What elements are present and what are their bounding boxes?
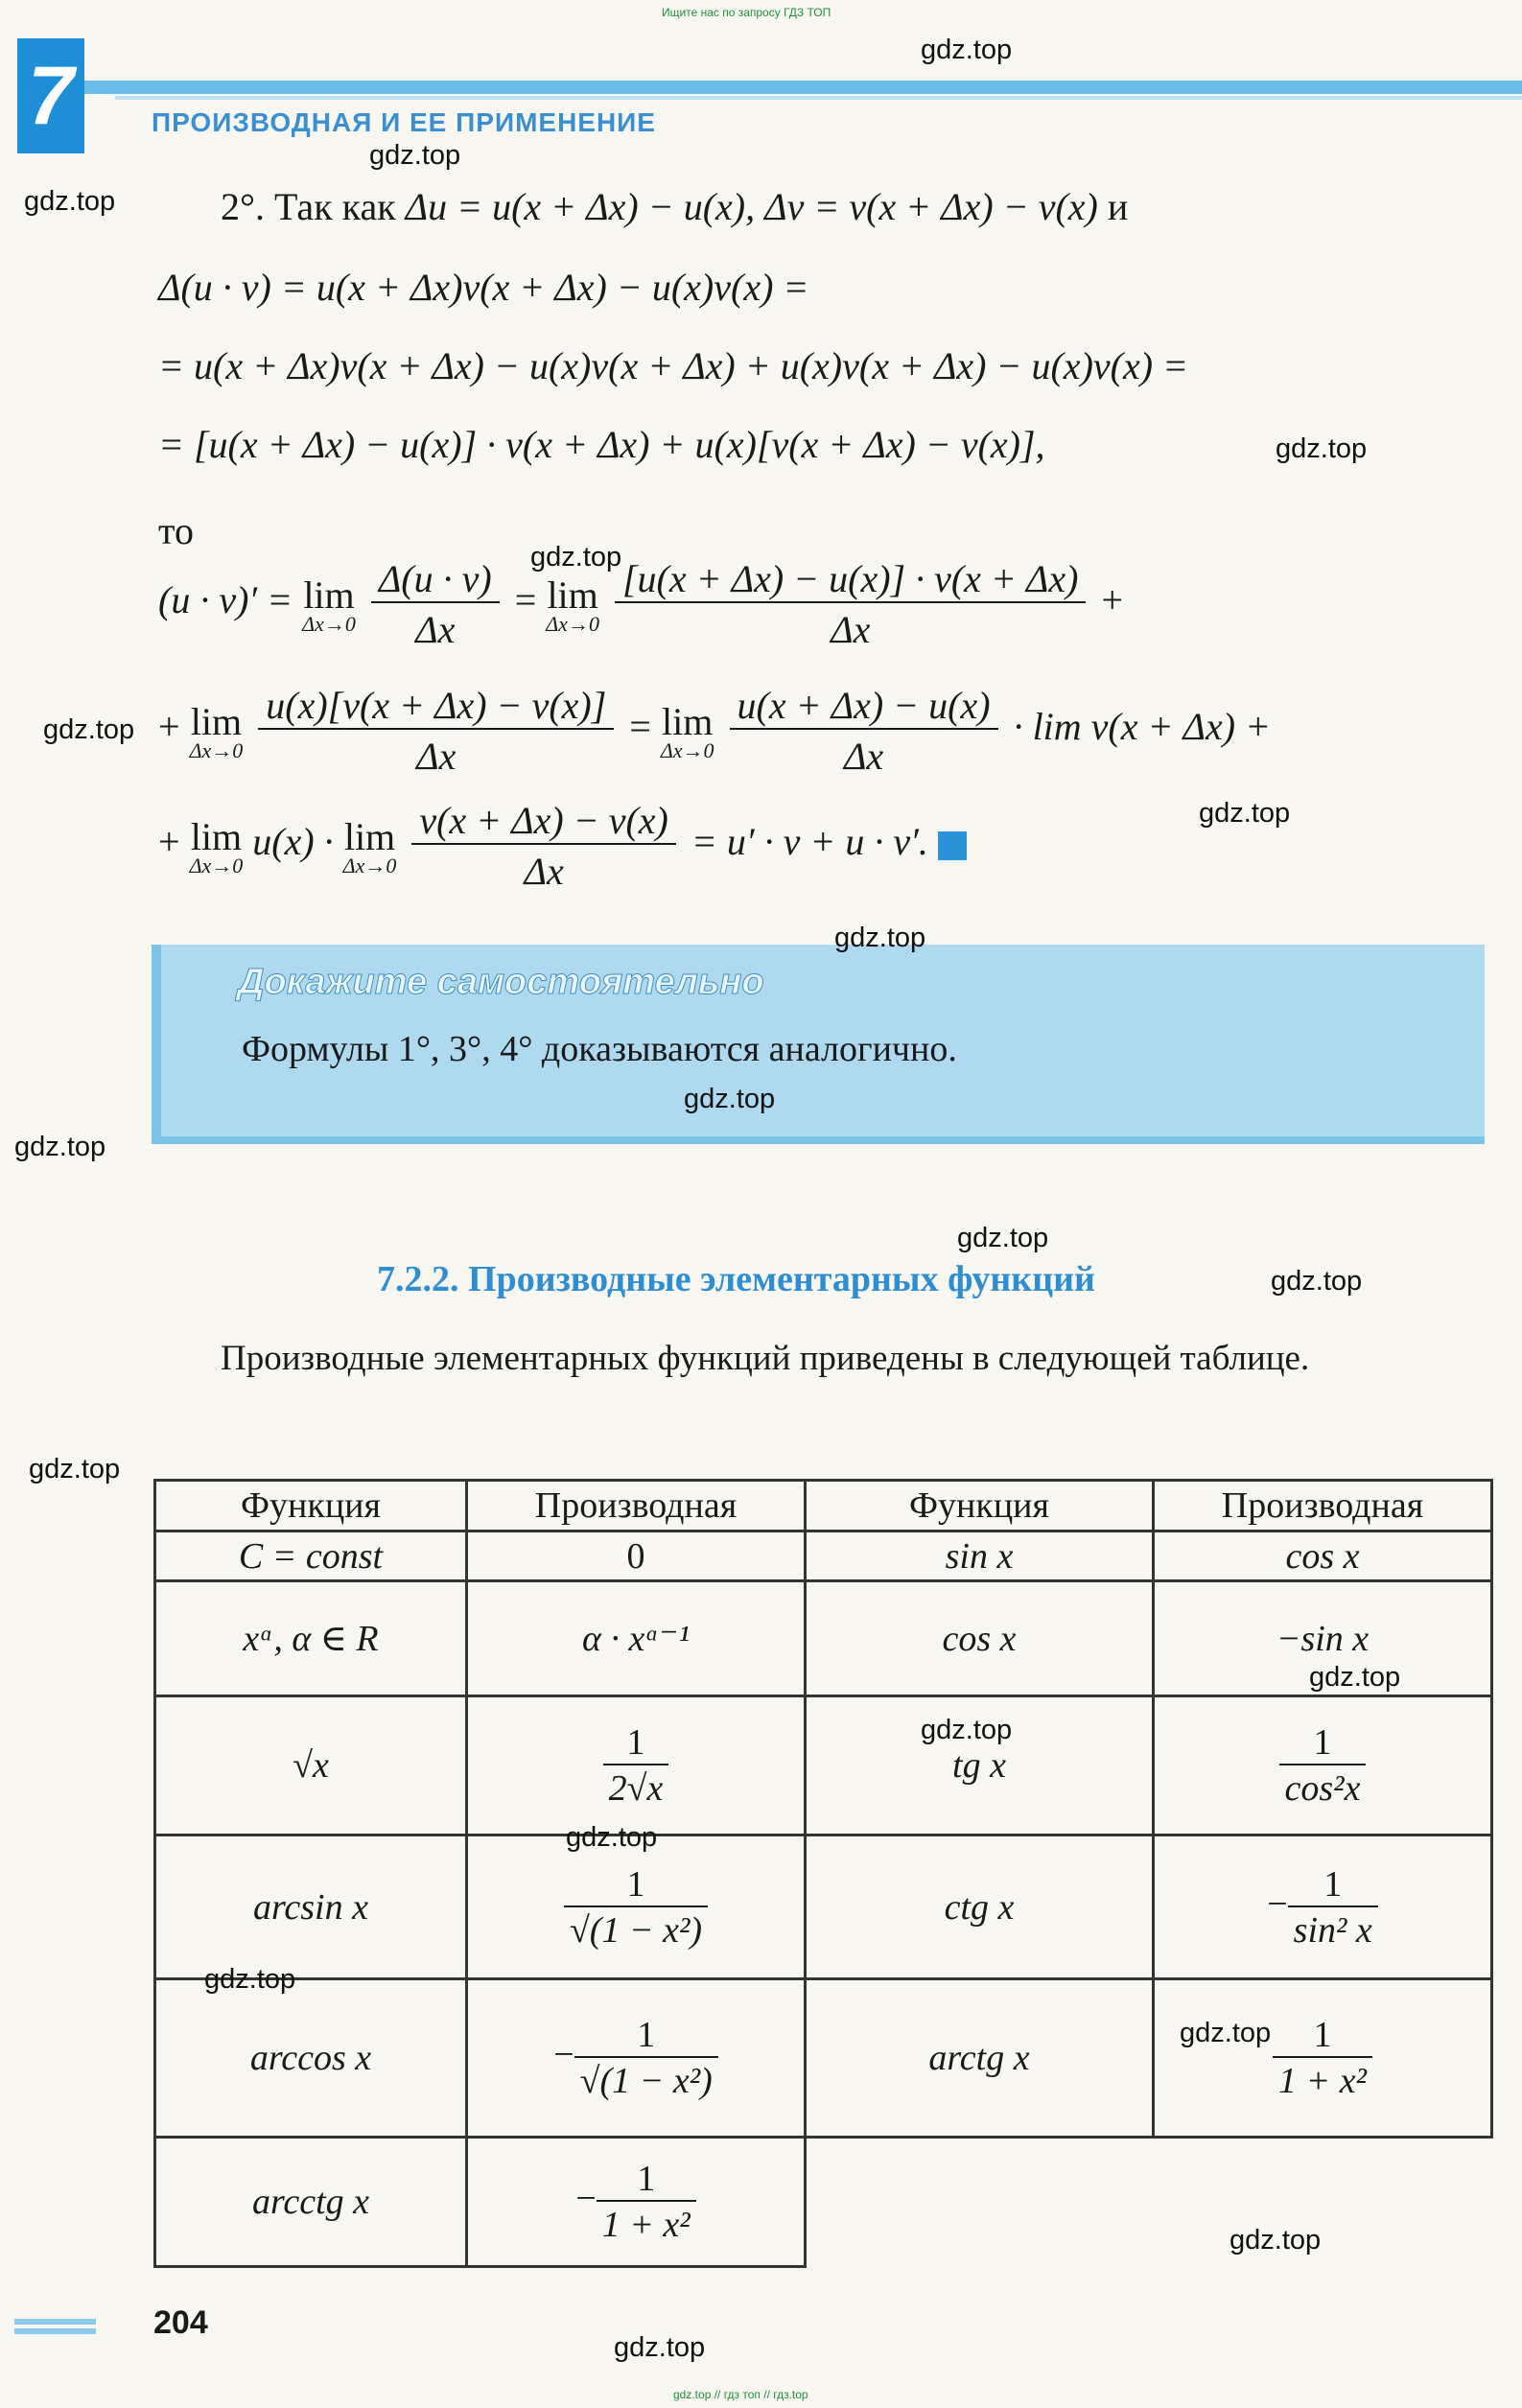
derivative-cell: cos x xyxy=(1154,1531,1492,1581)
footer-stripe xyxy=(14,2319,96,2325)
delta-u-formula: Δu = u(x + Δx) − u(x), xyxy=(405,185,756,228)
watermark: gdz.top xyxy=(1276,433,1368,464)
watermark: gdz.top xyxy=(204,1964,296,1995)
prove-yourself-title: Докажите самостоятельно xyxy=(238,962,764,1002)
function-cell: xᵅ, α ∈ R xyxy=(155,1581,467,1696)
delta-v-formula: Δv = v(x + Δx) − v(x) xyxy=(764,185,1098,228)
watermark: gdz.top xyxy=(1199,798,1291,829)
derivative-cell: − $\frac{1}{\text{1 + x²}}$ xyxy=(467,2138,806,2267)
derivative-fraction: $\frac{1}{\text{1 + x²}}$ xyxy=(597,2158,696,2246)
section-title: 7.2.2. Производные элементарных функций xyxy=(377,1259,1095,1299)
bottom-note: gdz.top // гдз топ // гдз.top xyxy=(673,2388,808,2401)
header-stripe xyxy=(84,81,1522,94)
table-header: Функция xyxy=(155,1481,467,1531)
conjunction: и xyxy=(1107,185,1129,228)
empty-cell xyxy=(806,2138,1154,2267)
final-result: = u′ · v + u · v′. xyxy=(691,820,928,864)
proof-line-2: Δ(u · v) = u(x + Δx)v(x + Δx) − u(x)v(x) = xyxy=(158,266,809,309)
proof-then: то xyxy=(158,509,194,552)
watermark: gdz.top xyxy=(1180,2018,1272,2048)
derivative-fraction: $\frac{1}{\text{1 + x²}}$ xyxy=(1273,2014,1372,2102)
function-cell: arcsin x xyxy=(155,1835,467,1979)
plus-sign: + xyxy=(158,705,180,749)
watermark: gdz.top xyxy=(921,1715,1013,1745)
watermark: gdz.top xyxy=(43,714,135,745)
watermark: gdz.top xyxy=(14,1132,106,1162)
watermark: gdz.top xyxy=(566,1822,658,1853)
fraction-term-3: $\frac{u(x + \Delta x) - u(x)}{\Delta x}$ xyxy=(730,683,998,779)
derivative-cell xyxy=(1154,1696,1492,1835)
limit-v-term: · lim v(x + Δx) + xyxy=(1013,705,1272,749)
derivative-fraction: $\frac{1}{\text{sin² x}}$ xyxy=(1288,1863,1378,1952)
watermark: gdz.top xyxy=(1271,1266,1363,1297)
footer-stripe xyxy=(14,2328,96,2334)
table-header: Производная xyxy=(467,1481,806,1531)
fraction-delta-uv: $\frac{\Delta(u \cdot v)}{\Delta x}$ xyxy=(371,556,500,652)
function-cell: sin x xyxy=(806,1531,1154,1581)
derivative-cell xyxy=(467,1835,806,1979)
limit-operator: lim Δx→0 xyxy=(189,814,244,877)
table-header-row xyxy=(155,1481,1492,1531)
proof-line-4: = [u(x + Δx) − u(x)] · v(x + Δx) + u(x)[v(x + Δx) − v(x)], xyxy=(158,423,1045,466)
derivative-cell: − $\frac{1}{\text{√(1 − x²)}}$ xyxy=(467,1979,806,2138)
proof-line-3: = u(x + Δx)v(x + Δx) − u(x)v(x + Δx) + u(x)v(x + Δx) − u(x)v(x) = xyxy=(158,344,1189,387)
limit-operator: lim Δx→0 xyxy=(660,699,714,762)
function-cell: cos x xyxy=(806,1581,1154,1696)
watermark: gdz.top xyxy=(530,542,622,573)
derivative-cell: −sin x xyxy=(1154,1581,1492,1696)
derivative-cell: 0 xyxy=(467,1531,806,1581)
table-header: Функция xyxy=(806,1481,1154,1531)
top-note: Ищите нас по запросу ГДЗ ТОП xyxy=(662,6,831,19)
derivative-fraction: $\frac{1}{2√x}$ xyxy=(603,1721,669,1810)
limit-operator: lim Δx→0 xyxy=(302,573,356,636)
equals-sign: = xyxy=(629,705,651,749)
step-label: 2°. Так как xyxy=(221,185,396,228)
watermark: gdz.top xyxy=(29,1454,121,1485)
header-stripe-thin xyxy=(115,96,1522,100)
derivative-line-1 xyxy=(158,556,1123,652)
watermark: gdz.top xyxy=(1309,1662,1401,1693)
plus-sign: + xyxy=(1101,578,1124,622)
function-cell: √x xyxy=(155,1696,467,1835)
derivative-fraction: $\frac{1}{\text{√(1 − x²)}}$ xyxy=(574,2014,718,2102)
derivative-cell xyxy=(1154,1979,1492,2138)
page-number: 204 xyxy=(153,2304,208,2341)
function-cell: ctg x xyxy=(806,1835,1154,1979)
u-of-x-term: u(x) · xyxy=(252,820,334,864)
derivative-line-3 xyxy=(158,798,967,894)
limit-operator: lim Δx→0 xyxy=(342,814,397,877)
derivative-fraction: $\frac{1}{\text{cos²x}}$ xyxy=(1279,1721,1367,1810)
table-row xyxy=(155,1581,1492,1696)
watermark: gdz.top xyxy=(921,35,1013,65)
derivative-cell xyxy=(467,1696,806,1835)
plus-sign: + xyxy=(158,820,180,864)
watermark: gdz.top xyxy=(1229,2225,1322,2256)
fraction-term-1: $\frac{[u(x + \Delta x) - u(x)] \cdot v(x + \Delta x)}{\Delta x}$ xyxy=(615,556,1087,652)
table-header: Производная xyxy=(1154,1481,1492,1531)
watermark: gdz.top xyxy=(614,2332,706,2363)
empty-cell xyxy=(1154,2138,1492,2267)
proof-line-1 xyxy=(221,184,1128,229)
watermark: gdz.top xyxy=(957,1223,1049,1253)
chapter-number-tab: 7 xyxy=(17,38,84,153)
function-cell: arccos x xyxy=(155,1979,467,2138)
derivatives-table xyxy=(153,1479,1493,2268)
function-cell: tg x xyxy=(806,1696,1154,1835)
uv-prime: (u · v)′ = xyxy=(158,578,293,622)
derivative-fraction: $\frac{1}{\text{√(1 − x²)}}$ xyxy=(564,1863,708,1952)
table-row xyxy=(155,1531,1492,1581)
watermark: gdz.top xyxy=(834,923,926,953)
table-row xyxy=(155,1835,1492,1979)
derivative-line-2 xyxy=(158,683,1271,779)
fraction-term-2: $\frac{u(x)[v(x + \Delta x) - v(x)]}{\Delta x}$ xyxy=(258,683,614,779)
watermark: gdz.top xyxy=(24,186,116,217)
watermark: gdz.top xyxy=(684,1084,776,1114)
prove-yourself-text: Формулы 1°, 3°, 4° доказываются аналогично. xyxy=(242,1029,957,1069)
table-row xyxy=(155,1979,1492,2138)
fraction-term-4: $\frac{v(x + \Delta x) - v(x)}{\Delta x}$ xyxy=(411,798,676,894)
table-row xyxy=(155,1696,1492,1835)
function-cell: C = const xyxy=(155,1531,467,1581)
limit-operator: lim Δx→0 xyxy=(189,699,244,762)
function-cell: arctg x xyxy=(806,1979,1154,2138)
chapter-title: ПРОИЗВОДНАЯ И ЕЕ ПРИМЕНЕНИЕ xyxy=(152,107,656,137)
section-intro: Производные элементарных функций приведены в следующей таблице. xyxy=(221,1339,1310,1378)
function-cell: arcctg x xyxy=(155,2138,467,2267)
derivative-cell: α · xᵅ⁻¹ xyxy=(467,1581,806,1696)
watermark: gdz.top xyxy=(369,140,461,171)
limit-operator: lim Δx→0 xyxy=(546,573,599,636)
end-of-proof-square-icon xyxy=(938,831,967,860)
equals-sign: = xyxy=(514,578,537,622)
derivative-cell: − $\frac{1}{\text{sin² x}}$ xyxy=(1154,1835,1492,1979)
